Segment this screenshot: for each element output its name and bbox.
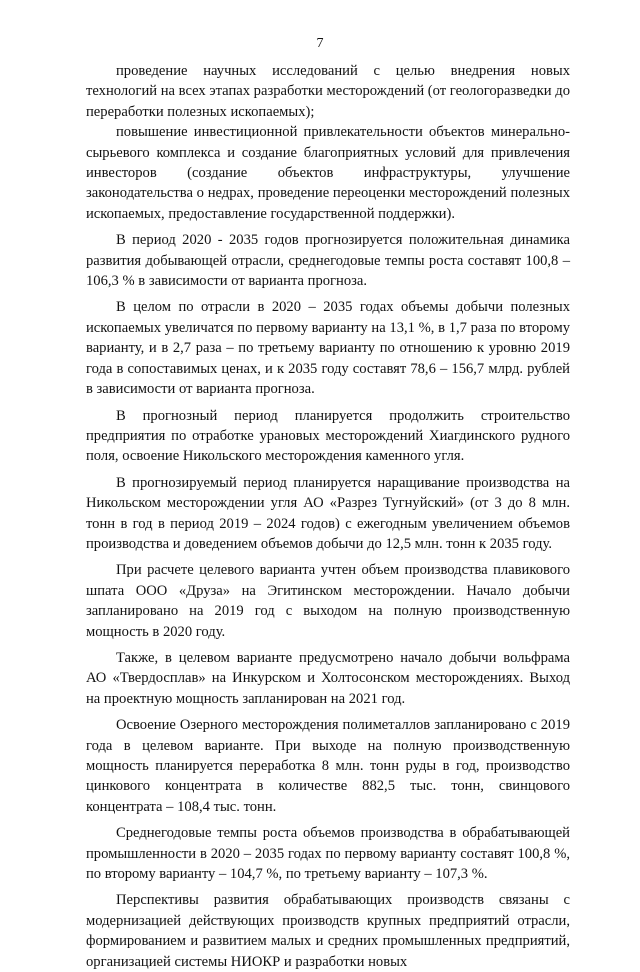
paragraph-2: повышение инвестиционной привлекательности объектов минерально-сырьевого комплекса и создание благоприятных условий для привлечения инвесторов (создание объектов инфраструктуры, улучшение законодательства о недрах, проведение переоценки месторождений полезных ископаемых, предоставление государственной поддержки). xyxy=(86,124,570,222)
paragraph-11: Перспективы развития обрабатывающих производств связаны с модернизацией действующих производств крупных предприятий отрасли, формированием и развитием малых и средних промышленных предприятий, организацией системы НИОКР и разработки новых xyxy=(86,892,570,970)
paragraph-1: проведение научных исследований с целью внедрения новых технологий на всех этапах разработки месторождений (от геологоразведки до переработки полезных ископаемых); xyxy=(86,63,570,120)
paragraph-7: При расчете целевого варианта учтен объем производства плавикового шпата ООО «Друза» на Эгитинском месторождении. Начало добычи запланировано на 2019 год с выходом на полную производственную мощность в 2020 году. xyxy=(86,562,570,640)
paragraph-5: В прогнозный период планируется продолжить строительство предприятия по отработке урановых месторождений Хиагдинского рудного поля, освоение Никольского месторождения каменного угля. xyxy=(86,407,570,465)
paragraph-3: В период 2020 - 2035 годов прогнозируется положительная динамика развития добывающей отрасли, среднегодовые темпы роста составят 100,8 – 106,3 % в зависимости от варианта прогноза. xyxy=(86,232,570,290)
paragraph-9: Освоение Озерного месторождения полиметаллов запланировано с 2019 года в целевом варианте. При выходе на полную производственную мощность планируется переработка 8 млн. тонн руды в год, производство цинкового концентрата в количестве 882,5 тыс. тонн, свинцового концентрата – 108,4 тыс. тонн. xyxy=(86,717,570,815)
paragraph-6: В прогнозируемый период планируется наращивание производства на Никольском месторождении угля АО «Разрез Тугнуйский» (от 3 до 8 млн. тонн в год в период 2019 – 2024 годов) с ежегодным увеличением объемов производства и доведением объемов добычи до 12,5 млн. тонн к 2035 году. xyxy=(86,474,570,552)
document-body xyxy=(86,61,570,972)
page-number: 7 xyxy=(316,36,324,51)
paragraph-8: Также, в целевом варианте предусмотрено начало добычи вольфрама АО «Твердосплав» на Инкурском и Холтосонском месторождениях. Выход на проектную мощность запланирован на 2021 год. xyxy=(86,649,570,707)
paragraph-4: В целом по отрасли в 2020 – 2035 годах объемы добычи полезных ископаемых увеличатся по первому варианту на 13,1 %, в 1,7 раза по второму варианту, и в 2,7 раза – по третьему варианту по отношению к уровню 2019 года в сопоставимых ценах, и к 2035 году составят 78,6 – 156,7 млрд. рублей в зависимости от варианта прогноза. xyxy=(86,299,570,398)
paragraph-10: Среднегодовые темпы роста объемов производства в обрабатывающей промышленности в 2020 – 2035 годах по первому варианту составят 100,8 %, по второму варианту – 104,7 %, по третьему варианту – 107,3 %. xyxy=(86,825,570,883)
